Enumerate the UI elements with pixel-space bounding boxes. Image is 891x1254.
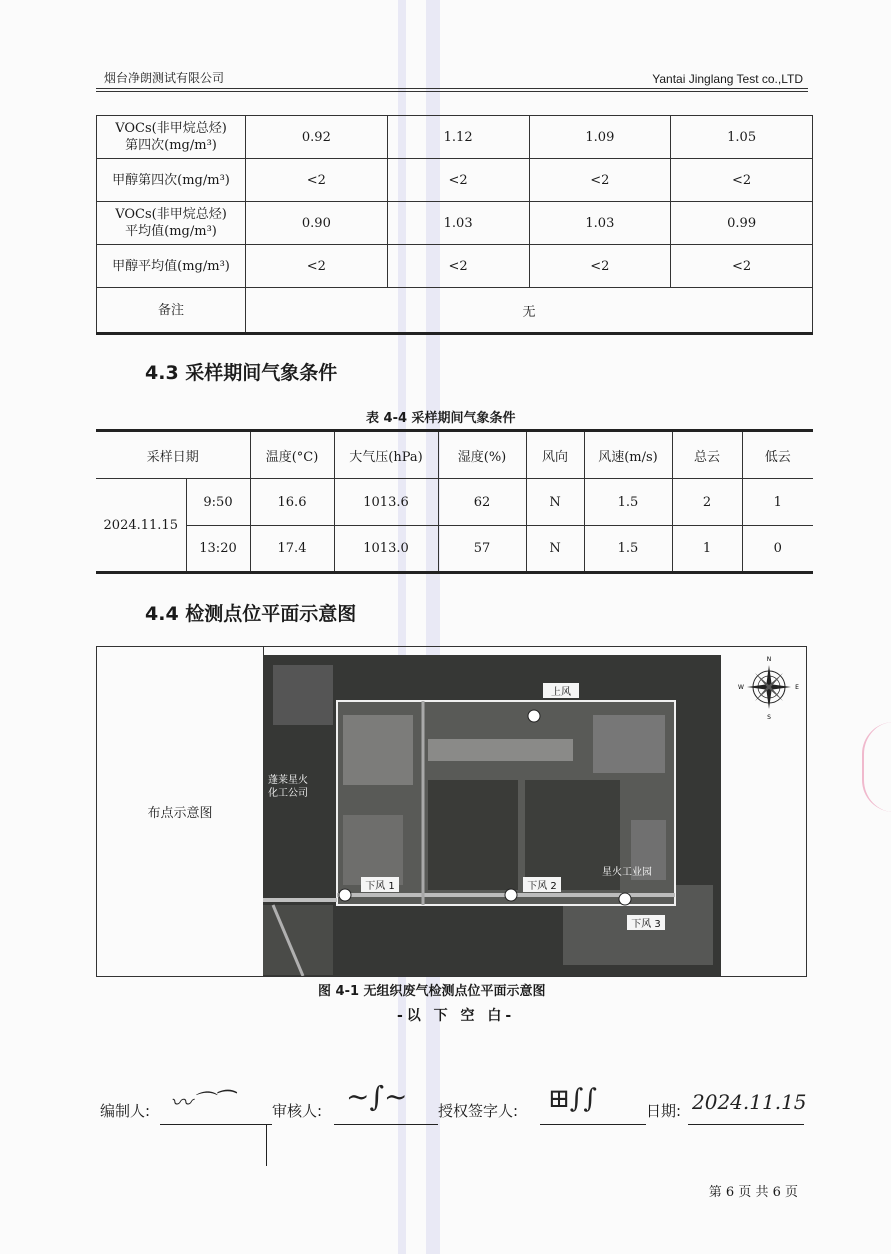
header-cell: 采样日期 <box>96 431 250 479</box>
table-row <box>97 159 813 202</box>
date-line <box>688 1124 804 1125</box>
reviewer-label: 审核人: <box>272 1102 323 1120</box>
header-company-cn: 烟台净朗测试有限公司 <box>104 71 225 85</box>
cell: 1.03 <box>387 202 529 245</box>
cell: 0.99 <box>671 202 813 245</box>
table-row <box>96 526 813 573</box>
cell: 1.12 <box>387 116 529 159</box>
blank-note: -以 下 空 白- <box>397 1008 516 1024</box>
header-cell: 湿度(%) <box>438 431 526 479</box>
compiler-line <box>160 1124 272 1125</box>
header-company-en: Yantai Jinglang Test co.,LTD <box>652 72 803 86</box>
weather-table <box>96 429 813 574</box>
header-cell: 温度(°C) <box>250 431 334 479</box>
date-cell: 2024.11.15 <box>96 479 186 573</box>
place-park: 星火工业园 <box>602 867 652 878</box>
page-number: 第 6 页 共 6 页 <box>708 1185 798 1200</box>
cell: 0.90 <box>246 202 388 245</box>
header-rule-secondary <box>96 91 808 92</box>
table-caption-4-4: 表 4-4 采样期间气象条件 <box>366 411 516 426</box>
cell: <2 <box>529 159 671 202</box>
cell: N <box>526 479 584 526</box>
header-cell: 风向 <box>526 431 584 479</box>
cell: 1 <box>742 479 813 526</box>
cell: 0.92 <box>246 116 388 159</box>
table-row <box>97 245 813 288</box>
map-label: 布点示意图 <box>97 647 264 976</box>
row-label: VOCs(非甲烷总烃) 第四次(mg/m³) <box>97 116 246 159</box>
cell: <2 <box>671 159 813 202</box>
down1-point <box>339 889 351 901</box>
row-label: 甲醇平均值(mg/m³) <box>97 245 246 288</box>
authorizer-signature: ⊞∫∫ <box>548 1084 597 1114</box>
compass-e: E <box>795 684 799 691</box>
time-cell: 13:20 <box>186 526 250 573</box>
cell: 1.05 <box>671 116 813 159</box>
cell: 1013.6 <box>334 479 438 526</box>
cell: N <box>526 526 584 573</box>
cell: 1.5 <box>584 479 672 526</box>
cell: 1 <box>672 526 742 573</box>
place-company-line1: 蓬莱星火 <box>268 775 308 786</box>
cell: <2 <box>246 245 388 288</box>
compass-w: W <box>738 684 744 691</box>
date-label: 日期: <box>646 1102 682 1120</box>
signature-stroke <box>266 1124 267 1166</box>
cell: <2 <box>387 159 529 202</box>
down2-label: 下风 2 <box>527 881 557 892</box>
figure-caption: 图 4-1 无组织废气检测点位平面示意图 <box>318 984 546 999</box>
cell: 16.6 <box>250 479 334 526</box>
compiler-label: 编制人: <box>100 1102 151 1120</box>
cell: 1.5 <box>584 526 672 573</box>
cell: 17.4 <box>250 526 334 573</box>
cell: 1013.0 <box>334 526 438 573</box>
header-cell: 总云 <box>672 431 742 479</box>
place-company-line2: 化工公司 <box>268 788 308 799</box>
cell: <2 <box>671 245 813 288</box>
section-title-4-4: 4.4 检测点位平面示意图 <box>145 603 357 625</box>
cell: 62 <box>438 479 526 526</box>
section-title-4-3: 4.3 采样期间气象条件 <box>145 362 338 384</box>
note-label: 备注 <box>97 288 246 334</box>
reviewer-signature: ~∫~ <box>346 1080 408 1113</box>
stamp-edge-mark <box>862 722 891 812</box>
row-label: VOCs(非甲烷总烃) 平均值(mg/m³) <box>97 202 246 245</box>
header-rule <box>96 88 808 89</box>
cell: 1.09 <box>529 116 671 159</box>
upwind-label: 上风 <box>551 687 571 698</box>
cell: 0 <box>742 526 813 573</box>
date-handwritten: 2024.11.15 <box>692 1090 807 1114</box>
down3-point <box>619 893 631 905</box>
down3-label: 下风 3 <box>631 919 661 930</box>
cell: <2 <box>387 245 529 288</box>
note-row <box>97 288 813 334</box>
table-row <box>97 202 813 245</box>
compass-rose-icon <box>737 651 801 723</box>
time-cell: 9:50 <box>186 479 250 526</box>
note-value: 无 <box>246 288 813 334</box>
table-row <box>96 479 813 526</box>
row-label: 甲醇第四次(mg/m³) <box>97 159 246 202</box>
compass-s: S <box>767 714 771 721</box>
table-row <box>97 116 813 159</box>
authorizer-label: 授权签字人: <box>438 1102 519 1120</box>
satellite-map <box>263 655 721 976</box>
header-cell: 大气压(hPa) <box>334 431 438 479</box>
header-cell: 风速(m/s) <box>584 431 672 479</box>
cell: <2 <box>529 245 671 288</box>
down1-label: 下风 1 <box>365 881 395 892</box>
reviewer-line <box>334 1124 438 1125</box>
upwind-point <box>528 710 540 722</box>
header-row <box>96 431 813 479</box>
compiler-signature: 〰⌒⁀ <box>170 1091 232 1116</box>
cell: <2 <box>246 159 388 202</box>
down2-point <box>505 889 517 901</box>
map-figure-box <box>96 646 807 977</box>
cell: 2 <box>672 479 742 526</box>
cell: 1.03 <box>529 202 671 245</box>
results-table <box>96 115 813 335</box>
cell: 57 <box>438 526 526 573</box>
header-cell: 低云 <box>742 431 813 479</box>
compass-n: N <box>766 656 772 663</box>
authorizer-line <box>540 1124 646 1125</box>
